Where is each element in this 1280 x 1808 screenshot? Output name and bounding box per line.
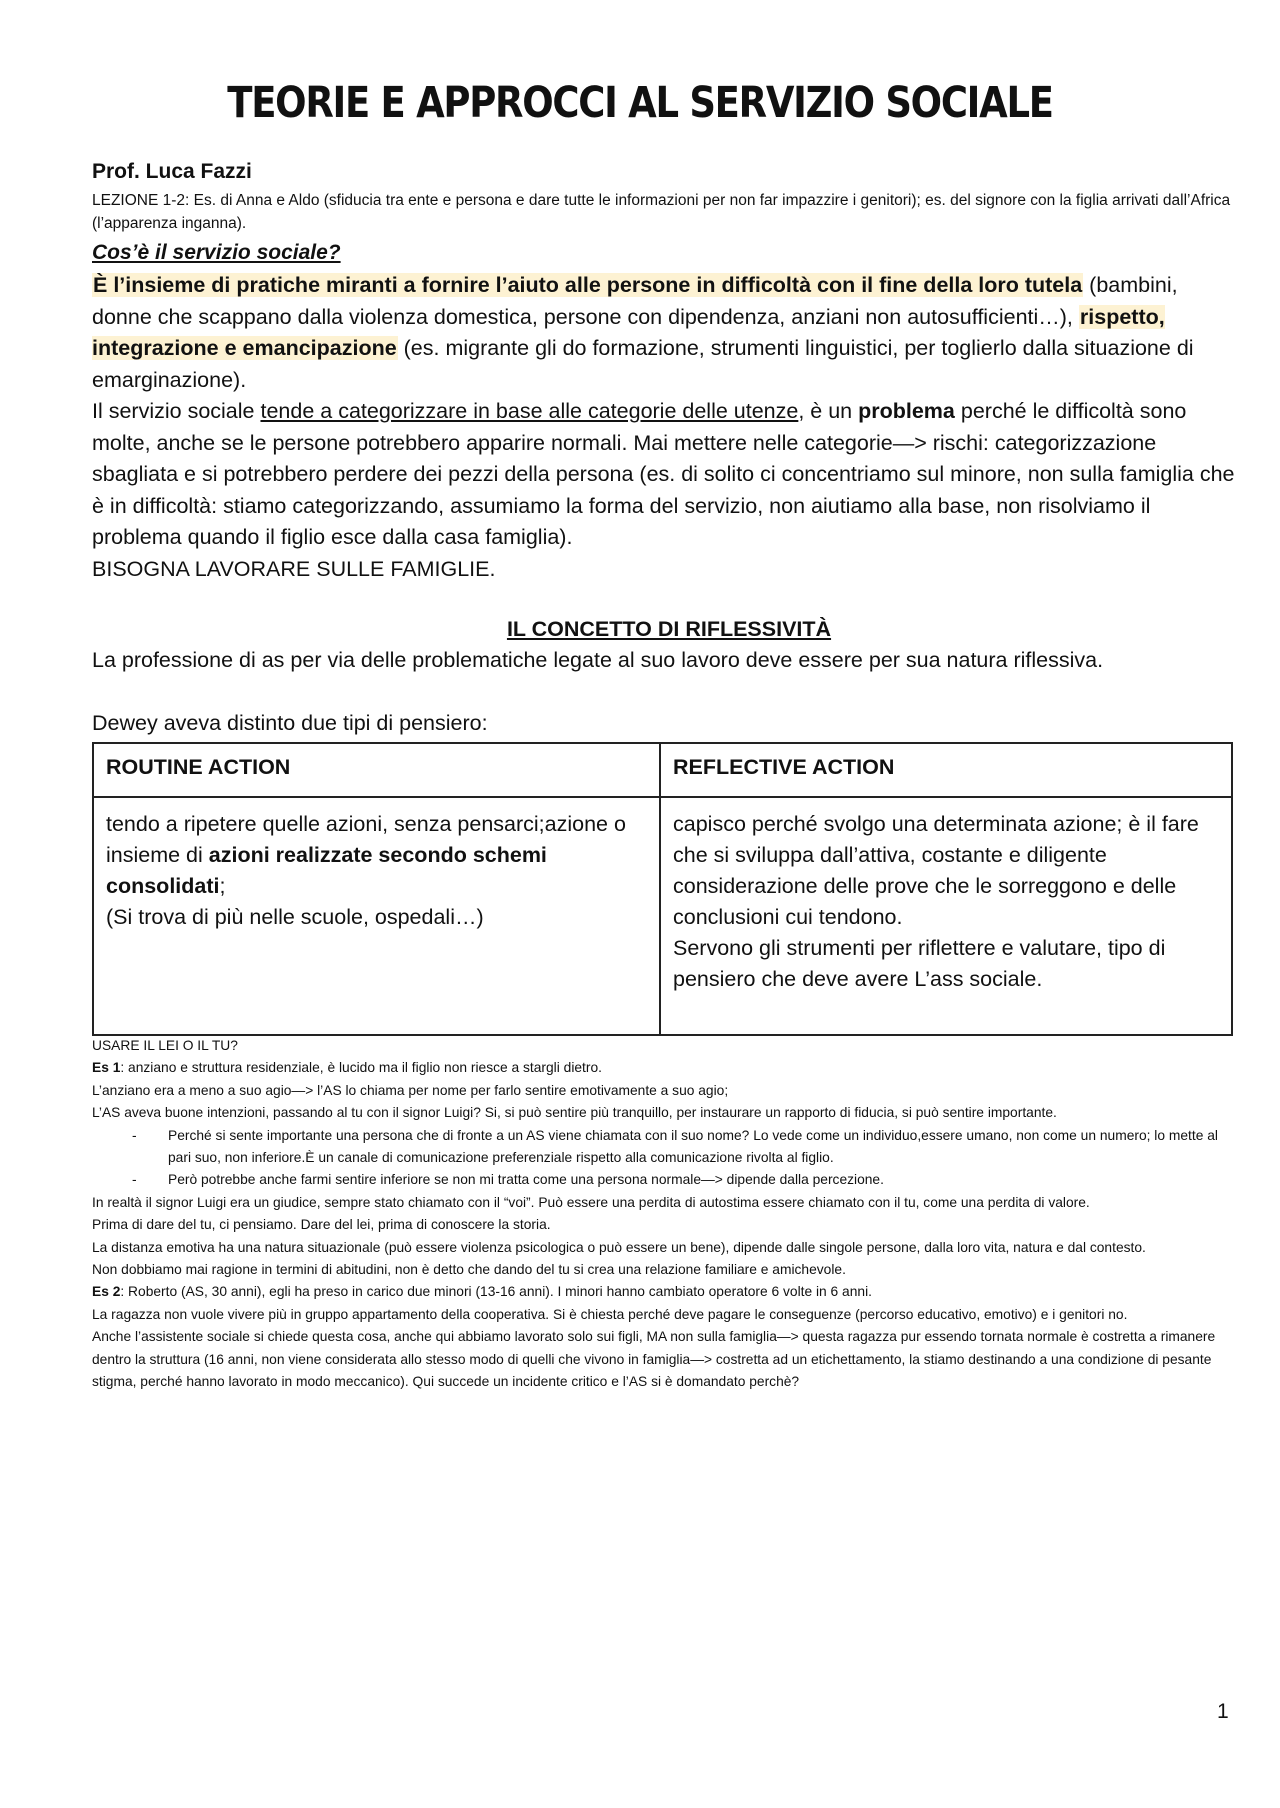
list-item: - Però potrebbe anche farmi sentire inferiore se non mi tratta come una persona normale—> dipende dalla percezione. [92,1169,1237,1191]
routine-header: ROUTINE ACTION [93,743,660,797]
note-line: La ragazza non vuole vivere più in gruppo appartamento della cooperativa. Si è chiesta perché deve pagare le conseguenze (percorso educativo, emotivo) e i genitori no. [92,1306,1128,1322]
section-title: IL CONCETTO DI RIFLESSIVITÀ [506,617,832,641]
definition-paragraph: È l’insieme di pratiche miranti a fornire l’aiuto alle persone in difficoltà con il fine della loro tutela (bambini, donne che scappano dalla violenza domestica, persone con dipendenza, anziani non autosufficienti…), rispetto, integrazione e emancipazione (es. migrante gli do formazione, strumenti linguistici, per toglierlo dalla situazione di emarginazione). [92,273,1194,392]
professor-name: Prof. Luca Fazzi [92,160,252,183]
definition-highlight: È l’insieme di pratiche miranti a fornire l’aiuto alle persone in difficoltà con il fine della loro tutela [93,273,1083,297]
dewey-line: Dewey aveva distinto due tipi di pensiero: [92,711,488,735]
families-line: BISOGNA LAVORARE SULLE FAMIGLIE. [92,556,496,581]
note-line: Prima di dare del tu, ci pensiamo. Dare del lei, prima di conoscere la storia. [92,1217,551,1233]
question-heading: Cos’è il servizio sociale? [92,241,341,264]
note-line: Non dobbiamo mai ragione in termini di abitudini, non è detto che dando del tu si crea una relazione familiare e amichevole. [92,1262,846,1278]
notes-section [92,1035,1237,1394]
reflective-header: REFLECTIVE ACTION [660,743,1232,797]
note-line: La distanza emotiva ha una natura situazionale (può essere violenza psicologica o può essere un bene), dipende dalle singole persone, dalla loro vita, natura e dal contesto. [92,1239,1146,1255]
lesson-intro: LEZIONE 1-2: Es. di Anna e Aldo (sfiducia tra ente e persona e dare tutte le informazioni per non far impazzire i genitori); es. del signore con la figlia arrivati dall’Africa (l’apparenza inganna). [92,192,1231,232]
main-text [92,270,1237,585]
values-highlight: rispetto, integrazione e emancipazione [92,304,1165,360]
note-line: L’AS aveva buone intenzioni, passando al tu con il signor Luigi? Si, si può sentire più tranquillo, per instaurare un rapporto di fiducia, si può sentire importante. [92,1105,1057,1121]
categorize-paragraph: Il servizio sociale tende a categorizzare in base alle categorie delle utenze, è un problema perché le difficoltà sono molte, anche se le persone potrebbero apparire normali. Mai mettere nelle categorie—> rischi: categorizzazione sbagliata e si potrebbero perdere dei pezzi della persona (es. di solito ci concentriamo sul minore, non sulla famiglia che è in difficoltà: stiamo categorizzando, assumiamo la forma del servizio, non aiutiamo alla base, non risolviamo il problema quando il figlio esce dalla casa famiglia). [92,399,1235,549]
reflective-cell: capisco perché svolgo una determinata azione; è il fare che si sviluppa dall’attiva, costante e diligente considerazione delle prove che le sorreggono e delle conclusioni cui tendono. Servono gli strumenti per riflettere e valutare, tipo di pensiero che deve avere L’ass sociale. [660,797,1232,1035]
list-item: - Perché si sente importante una persona che di fronte a un AS viene chiamata con il suo nome? Lo vede come un individuo,essere umano, non come un numero; lo mette al pari suo, non inferiore.È un canale di comunicazione preferenziale rispetto alla comunicazione rivolta al figlio. [92,1125,1237,1170]
note-line: Anche l’assistente sociale si chiede questa cosa, anche qui abbiamo lavorato solo sui figli, MA non sulla famiglia—> questa ragazza pur essendo tornata normale è costretta a rimanere dentro la struttura (16 anni, non viene considerata allo stesso modo di quelli che vivono in famiglia—> costretta ad un etichettamento, la stiamo destinando a una condizione di pesante stigma, perché hanno lavorato in modo meccanico). Qui succede un incidente critico e l’AS si è domandato perchè? [92,1329,1216,1390]
bullet-list [92,1125,1237,1192]
profession-line: La professione di as per via delle problematiche legate al suo lavoro deve essere per sua natura riflessiva. [92,648,1104,672]
action-table [92,742,1233,1036]
document-title: TEORIE E APPROCCI AL SERVIZIO SOCIALE [227,78,1053,128]
underlined-phrase: tende a categorizzare in base alle categorie delle utenze [260,399,799,423]
page-number: 1 [1217,1700,1229,1723]
lei-tu-heading: USARE IL LEI O IL TU? [92,1038,238,1053]
example-2: Es 2: Roberto (AS, 30 anni), egli ha preso in carico due minori (13-16 anni). I minori hanno cambiato operatore 6 volte in 6 anni. [92,1284,872,1300]
example-1: Es 1: anziano e struttura residenziale, è lucido ma il figlio non riesce a stargli dietro. [92,1060,602,1076]
note-line: In realtà il signor Luigi era un giudice, sempre stato chiamato con il “voi”. Può essere una perdita di autostima essere chiamato con il tu, come una perdita di valore. [92,1194,1090,1210]
routine-cell: tendo a ripetere quelle azioni, senza pensarci;azione o insieme di azioni realizzate secondo schemi consolidati; (Si trova di più nelle scuole, ospedali…) [93,797,660,1035]
note-line: L’anziano era a meno a suo agio—> l’AS lo chiama per nome per farlo sentire emotivamente a suo agio; [92,1082,729,1098]
